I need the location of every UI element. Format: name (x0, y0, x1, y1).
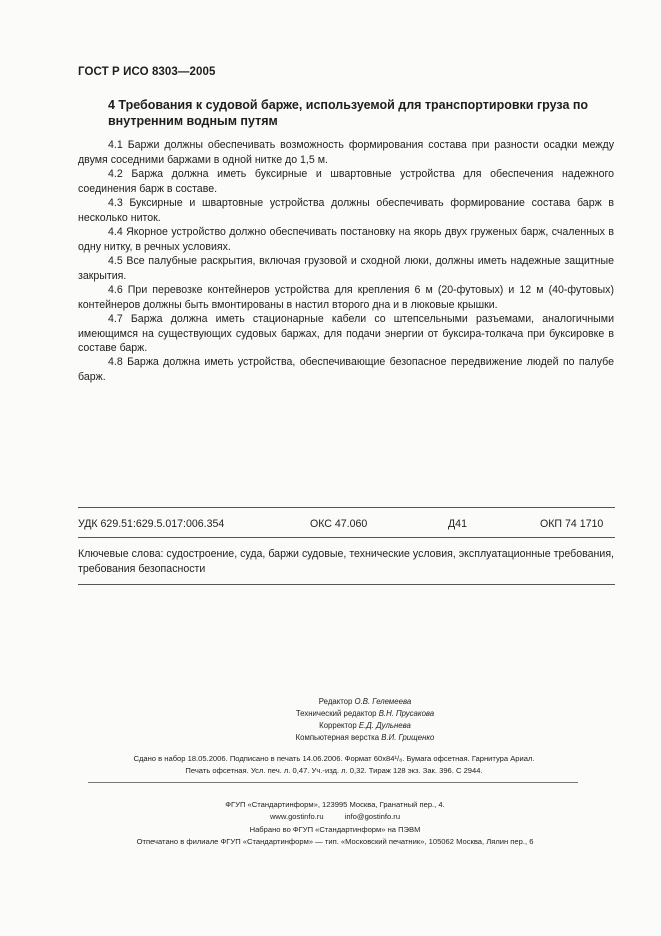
print-divider (88, 782, 578, 783)
keywords: Ключевые слова: судостроение, суда, баржи судовые, технические условия, эксплуатационные требования, требования безопасности (78, 548, 614, 575)
publisher-line1: ФГУП «Стандартинформ», 123995 Москва, Гранатный пер., 4. (225, 800, 445, 809)
paragraph-4-7: 4.7 Баржа должна иметь стационарные кабели со штепсельными разъемами, аналогичными имеющимся на существующих судовых баржах, для подачи энергии от буксира-толкача при буксировке в составе барж. (78, 313, 614, 354)
divider-top (78, 507, 615, 508)
publisher-info (90, 799, 580, 849)
divider-bottom (78, 584, 615, 585)
publisher-line3: Набрано во ФГУП «Стандартинформ» на ПЭВМ (249, 824, 421, 834)
paragraph-4-8: 4.8 Баржа должна иметь устройства, обеспечивающие безопасное передвижение людей по палубе барж. (78, 356, 614, 383)
credit-tech-editor: Технический редактор В.Н. Прусакова (295, 709, 435, 718)
okp-code: ОКП 74 1710 (540, 518, 604, 530)
credit-layout: Компьютерная верстка В.И. Грищенко (295, 733, 435, 742)
paragraph-4-1: 4.1 Баржи должны обеспечивать возможность формирования состава при разности осадки между двумя соседними баржами в одной нитке до 1,5 м. (78, 139, 614, 166)
paragraph-4-5: 4.5 Все палубные раскрытия, включая грузовой и сходной люки, должны иметь надежные защитные закрытия. (78, 255, 614, 282)
paragraph-4-4: 4.4 Якорное устройство должно обеспечивать постановку на якорь двух груженых барж, счаленных в одну нитку, в речных условиях. (78, 226, 614, 253)
udk-code: УДК 629.51:629.5.017:006.354 (78, 518, 225, 530)
divider-middle (78, 537, 615, 538)
paragraph-4-2: 4.2 Баржа должна иметь буксирные и швартовные устройства для обеспечения надежного соединения барж в составе. (78, 168, 614, 195)
credit-proofreader: Корректор Е.Д. Дульнева (319, 721, 411, 730)
credits-block (200, 696, 530, 744)
group-code: Д41 (448, 518, 467, 530)
section-title: 4 Требования к судовой барже, используемой для транспортировки груза по внутренним водным путям (108, 98, 589, 128)
publisher-line2: www.gostinfo.ru info@gostinfo.ru (269, 812, 401, 822)
print-info-line1: Сдано в набор 18.05.2006. Подписано в печать 14.06.2006. Формат 60x84¹/₈. Бумага офсетная. Гарнитура Ариал. (133, 754, 535, 763)
publisher-line4: Отпечатано в филиале ФГУП «Стандартинформ» — тип. «Московский печатник», 105062 Москва, Лялин пер., 6 (136, 837, 534, 847)
oks-code: ОКС 47.060 (310, 518, 368, 530)
print-info (88, 753, 580, 778)
paragraph-4-6: 4.6 При перевозке контейнеров устройства для крепления 6 м (20-футовых) и 12 м (40-футовых) контейнеров должны быть вмонтированы в настил второго дна и в люковые крышки. (78, 284, 614, 311)
document-header: ГОСТ Р ИСО 8303—2005 (78, 66, 216, 78)
print-info-line2: Печать офсетная. Усл. печ. л. 0,47. Уч.-изд. л. 0,32. Тираж 128 экз. Зак. 396. С 2944. (185, 766, 483, 776)
paragraph-4-3: 4.3 Буксирные и швартовные устройства должны обеспечивать формирование состава барж в несколько ниток. (78, 197, 614, 224)
credit-editor: Редактор О.В. Гелемеева (318, 697, 412, 706)
